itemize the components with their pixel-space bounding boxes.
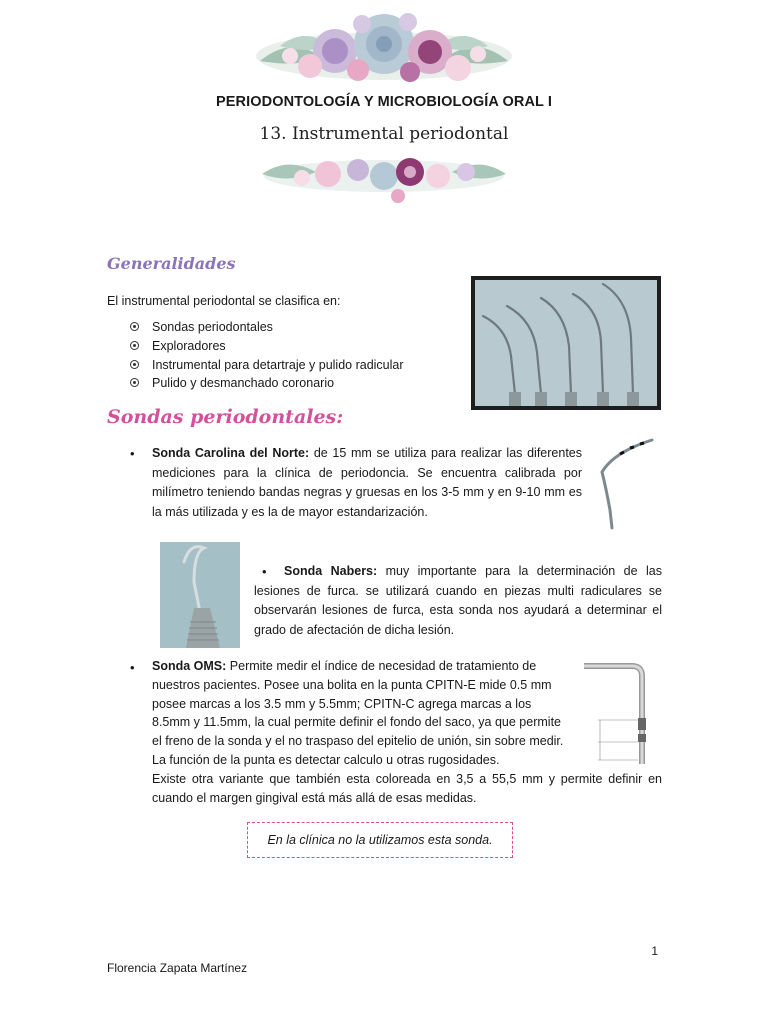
document-title: PERIODONTOLOGÍA Y MICROBIOLOGÍA ORAL I	[216, 94, 552, 110]
footer-author: Florencia Zapata Martínez	[107, 961, 248, 975]
heading-sondas-periodontales: Sondas periodontales:	[107, 406, 344, 428]
document-subtitle: 13. Instrumental periodontal	[259, 124, 509, 144]
paragraph-oms-variant: Existe otra variante que también esta coloreada en 3,5 a 55,5 mm y permite definir en cuando el margen gingival está más allá de esas medidas.	[152, 772, 662, 805]
note-box: En la clínica no la utilizamos esta sonda.	[247, 822, 513, 858]
term-carolina: Sonda Carolina del Norte:	[152, 446, 310, 460]
bullet-oms: •	[130, 660, 135, 675]
floral-decoration-bottom	[258, 146, 510, 210]
nabers-probe-image	[160, 542, 240, 648]
term-oms: Sonda OMS:	[152, 659, 227, 673]
circle-bullet-icon	[130, 322, 139, 331]
oms-probe-diagram	[580, 660, 664, 768]
list-item: Sondas periodontales	[130, 318, 404, 337]
list-item: Instrumental para detartraje y pulido radicular	[130, 356, 404, 375]
bullet-carolina: •	[130, 446, 135, 461]
list-item: Pulido y desmanchado coronario	[130, 374, 404, 393]
carolina-probe-image	[594, 436, 656, 532]
list-item: Exploradores	[130, 337, 404, 356]
classification-list	[130, 318, 404, 393]
page-number: 1	[651, 944, 658, 958]
bullet-nabers: •	[262, 564, 267, 579]
probes-photo	[471, 276, 661, 410]
circle-bullet-icon	[130, 360, 139, 369]
heading-generalidades: Generalidades	[107, 254, 236, 273]
term-nabers: Sonda Nabers:	[284, 564, 378, 578]
circle-bullet-icon	[130, 341, 139, 350]
paragraph-nabers: Sonda Nabers: muy importante para la determinación de las lesiones de furca. se utilizará cuando en piezas multi radiculares se observarán lesiones de furca, esta sonda nos ayudará a determinar el grado de afectación de dicha lesión.	[254, 564, 662, 637]
intro-text: El instrumental periodontal se clasifica en:	[107, 294, 341, 308]
circle-bullet-icon	[130, 378, 139, 387]
paragraph-carolina: Sonda Carolina del Norte: de 15 mm se utiliza para realizar las diferentes mediciones para la clínica de periodoncia. Se encuentra calibrada por milímetro teniendo bandas negras y gruesas en los 3-5 mm y en 9-10 mm es la más utilizada y es la de mayor estandarización.	[152, 446, 582, 519]
floral-decoration-top	[250, 6, 518, 94]
paragraph-oms: Sonda OMS: Permite medir el índice de necesidad de tratamiento de nuestros pacientes. Posee una bolita en la punta CPITN-E mide 0.5 mm posee marcas a los 3.5 mm y 5.5mm; CPITN-C agrega marcas a los 8.5mm y 11.5mm, la cual permite definir el fondo del saco, ya que permite el freno de la sonda y el no traspaso del epitelio de unión, sin sobre medir. La función de la punta es detectar calculo u otras rugosidades.	[152, 659, 564, 767]
